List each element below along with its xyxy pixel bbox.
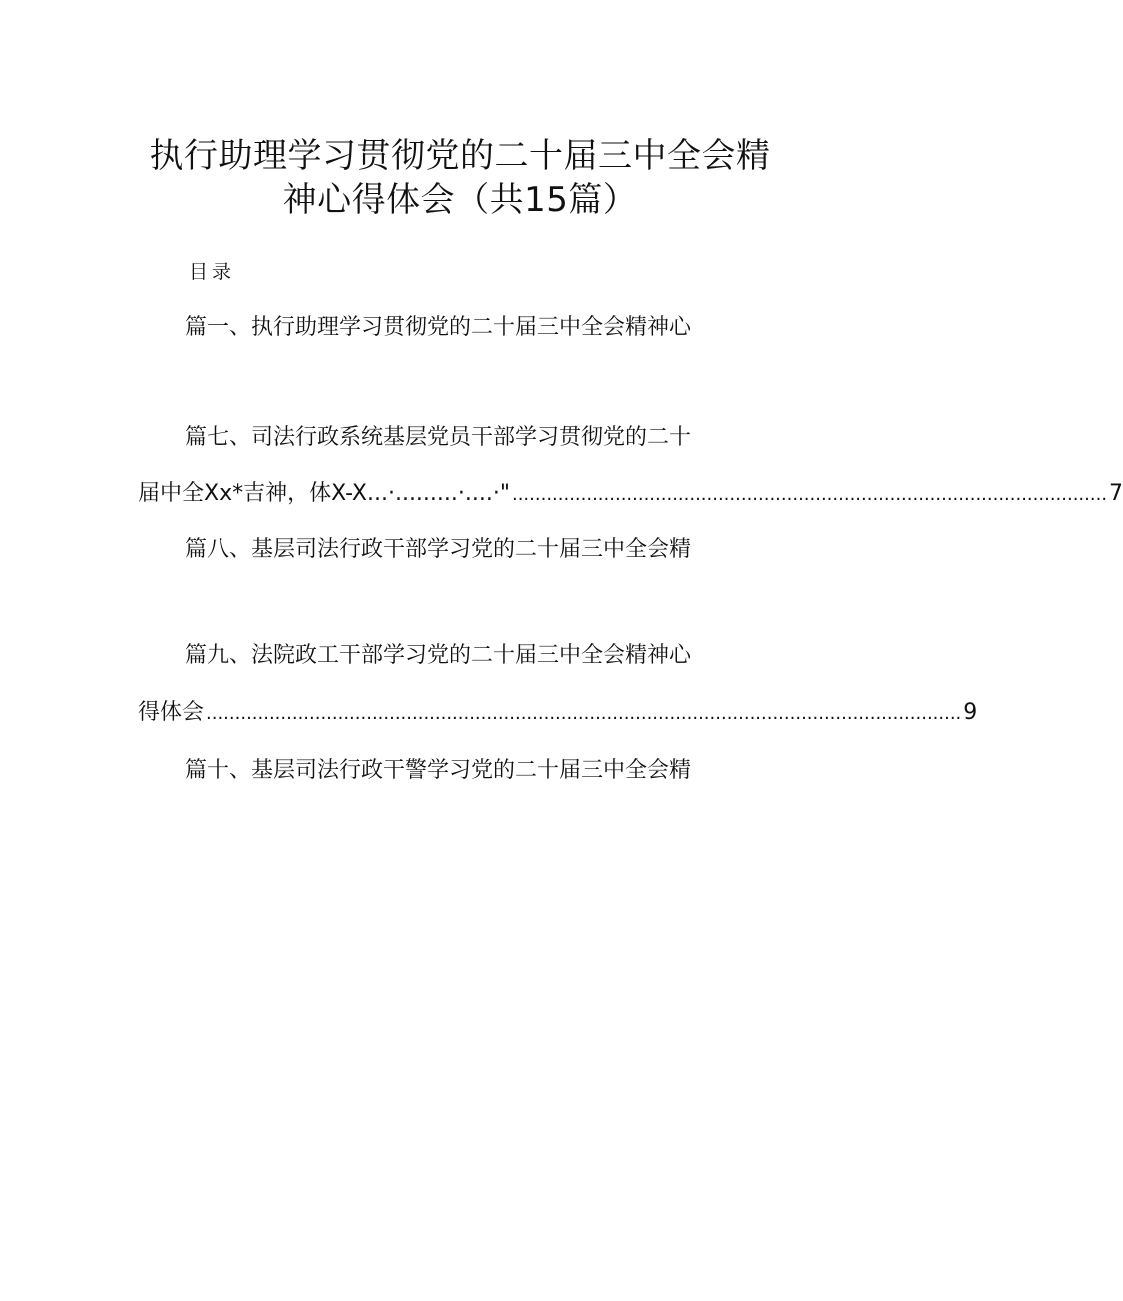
toc-leader-dots: ........................................................................................................ (511, 484, 1108, 505)
toc-entry-2-continuation[interactable] (138, 478, 1123, 511)
document-title-line-2: 神心得体会（共15篇） (282, 180, 638, 220)
toc-entry-3[interactable]: 篇八、基层司法行政干部学习党的二十届三中全会精 (185, 537, 692, 562)
toc-entry-1[interactable]: 篇一、执行助理学习贯彻党的二十届三中全会精神心 (185, 315, 692, 340)
document-title-line-1: 执行助理学习贯彻党的二十届三中全会精 (149, 136, 771, 176)
toc-entry-2-text: 届中全Xx*吉神，体X-X...·.........·....·" (138, 481, 510, 506)
toc-entry-2-page-number: 7 (1109, 481, 1123, 506)
toc-leader-dots: .................................................................................................................................... (206, 703, 962, 724)
toc-heading: 目录 (189, 261, 236, 283)
toc-entry-4[interactable]: 篇九、法院政工干部学习党的二十届三中全会精神心 (185, 643, 692, 668)
toc-entry-4-continuation[interactable] (138, 697, 978, 730)
toc-entry-2[interactable]: 篇七、司法行政系统基层党员干部学习贯彻党的二十 (185, 425, 692, 450)
toc-entry-4-text: 得体会 (138, 700, 205, 725)
toc-entry-4-page-number: 9 (963, 700, 978, 725)
toc-entry-5[interactable]: 篇十、基层司法行政干警学习党的二十届三中全会精 (185, 758, 692, 783)
